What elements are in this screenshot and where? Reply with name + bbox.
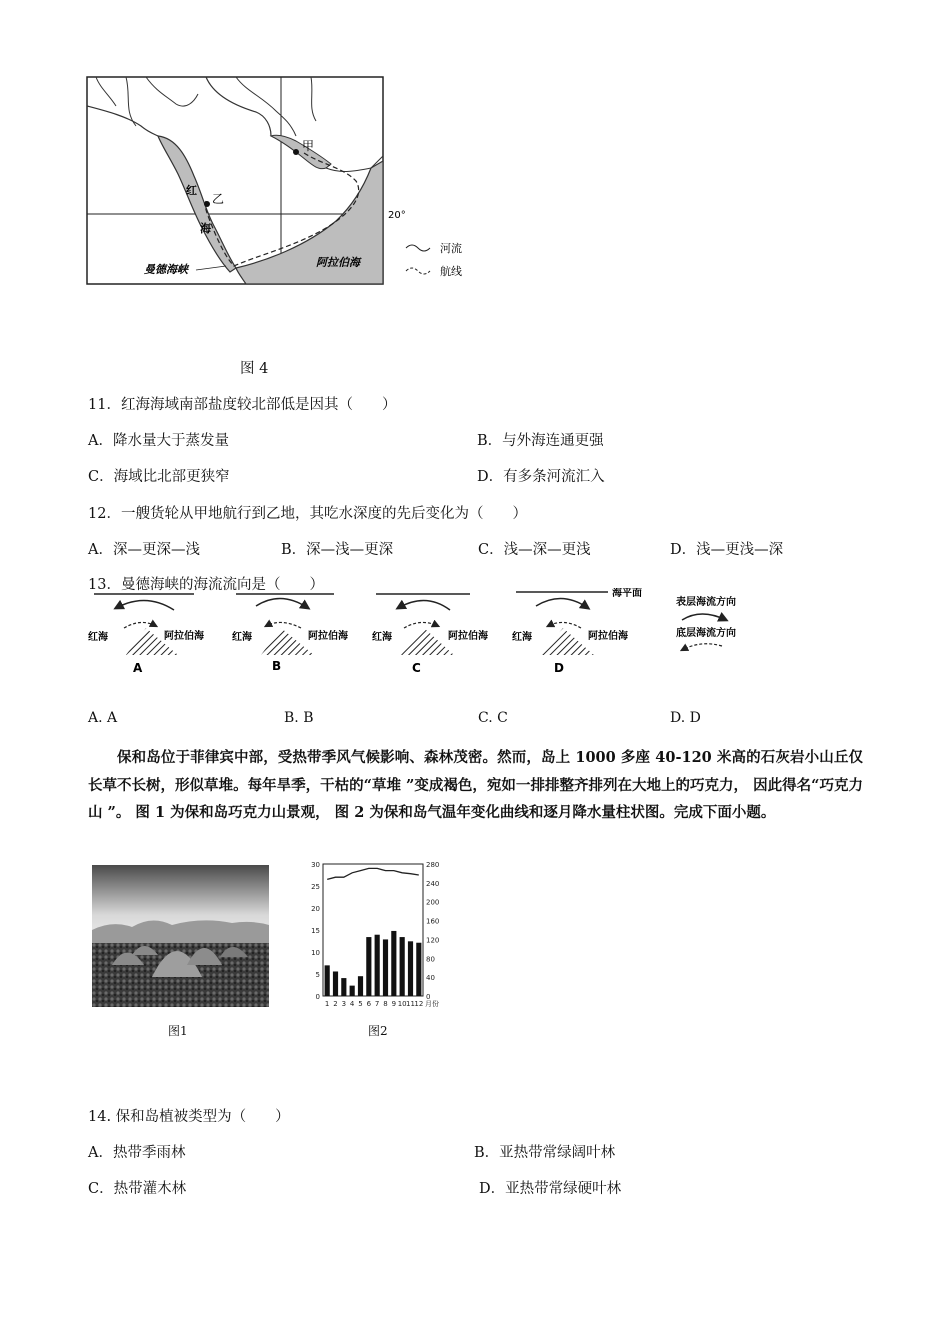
question-11-stem: 11．红海海域南部盐度较北部低是因其（ ）: [88, 397, 397, 413]
month-tick-label: 1: [324, 1000, 330, 1008]
q14-option-c[interactable]: C．热带灌木林: [88, 1181, 187, 1197]
diagram-c-left-label: 红海: [372, 632, 392, 643]
q11-option-a[interactable]: A．降水量大于蒸发量: [88, 433, 229, 449]
diagram-d-sea-level: 海平面: [612, 588, 642, 599]
question-14-stem: 14. 保和岛植被类型为（ ）: [88, 1109, 290, 1125]
diagram-a-left-label: 红海: [88, 632, 108, 643]
q13-option-c[interactable]: C. C: [478, 710, 508, 726]
diagram-d-letter: D: [554, 661, 564, 675]
right-tick-label: 280: [426, 861, 440, 869]
month-tick-label: 8: [383, 1000, 388, 1008]
month-tick-label: 12: [414, 1000, 424, 1008]
q13-option-b[interactable]: B. B: [284, 710, 314, 726]
q12-option-c[interactable]: C．浅—深—更浅: [478, 542, 591, 558]
diagram-b: [232, 594, 349, 673]
diagram-d-left-label: 红海: [512, 632, 532, 643]
label-red-sea-2: 海: [200, 222, 211, 235]
precip-bar: [400, 937, 405, 996]
month-tick-label: 9: [391, 1000, 397, 1008]
right-tick-label: 120: [426, 936, 440, 945]
q13-option-a[interactable]: A. A: [88, 710, 118, 726]
q12-option-b[interactable]: B．深—浅—更深: [281, 542, 394, 558]
month-tick-label: 5: [358, 1000, 363, 1008]
passage: [88, 744, 863, 827]
left-tick-label: 10: [311, 949, 320, 957]
precip-bar: [350, 986, 355, 996]
figure1-caption: 图1: [168, 1024, 188, 1038]
label-arabian-sea: 阿拉伯海: [316, 256, 360, 269]
right-tick-label: 80: [426, 955, 435, 964]
x-axis-label: 月份: [425, 1000, 439, 1008]
question-13-stem: 13．曼德海峡的海流流向是（ ）: [88, 577, 324, 593]
q14-option-d[interactable]: D．亚热带常绿硬叶林: [479, 1181, 622, 1197]
q12-option-d[interactable]: D．浅—更浅—深: [670, 542, 784, 558]
diagram-c-right-label: 阿拉伯海: [448, 631, 488, 642]
figure4-caption: 图 4: [240, 361, 269, 377]
label-yi: 乙: [212, 192, 225, 206]
left-tick-label: 30: [311, 861, 320, 869]
q14-option-a[interactable]: A．热带季雨林: [88, 1145, 186, 1161]
diagram-a-right-label: 阿拉伯海: [164, 631, 204, 642]
diagram-a-letter: A: [133, 661, 143, 675]
precip-bar: [416, 943, 421, 996]
red-sea-map: [86, 76, 476, 288]
month-tick-label: 10: [397, 1000, 407, 1008]
precip-bar: [375, 935, 380, 996]
q11-option-c[interactable]: C．海域比北部更狭窄: [88, 469, 230, 485]
climate-chart: [305, 858, 455, 1013]
diagram-d-right-label: 阿拉伯海: [588, 631, 628, 642]
precip-bar: [358, 976, 363, 996]
q11-option-b[interactable]: B．与外海连通更强: [477, 433, 604, 449]
chocolate-hills-photo: [92, 865, 269, 1007]
month-tick-label: 6: [366, 1000, 372, 1008]
q14-option-b[interactable]: B．亚热带常绿阔叶林: [474, 1145, 616, 1161]
current-diagrams: [86, 588, 786, 680]
diagram-c: [372, 594, 489, 675]
precip-bar: [366, 937, 371, 996]
label-latitude: 20°: [388, 210, 406, 221]
right-tick-label: 160: [426, 917, 440, 926]
figure2-caption: 图2: [368, 1024, 388, 1038]
month-tick-label: 4: [349, 1000, 355, 1008]
month-tick-label: 2: [333, 1000, 338, 1008]
left-tick-label: 15: [311, 927, 320, 935]
diagram-b-right-label: 阿拉伯海: [308, 631, 348, 642]
label-strait: 曼德海峡: [144, 263, 188, 276]
precip-bar: [383, 939, 388, 996]
legend-bottom-current: 底层海流方向: [676, 628, 736, 639]
precip-bar: [333, 971, 338, 996]
left-tick-label: 5: [315, 971, 320, 979]
legend-river: 河流: [440, 242, 462, 255]
precip-bar: [341, 978, 346, 996]
left-tick-label: 25: [311, 883, 320, 891]
current-legend: [676, 595, 736, 650]
precip-bar: [391, 931, 396, 996]
diagram-c-letter: C: [412, 661, 421, 675]
legend-route: 航线: [440, 265, 462, 278]
passage-text: 保和岛位于菲律宾中部，受热带季风气候影响、森林茂密。然而，岛上 1000 多座 40-120 米高的石灰岩小山丘仅长草不长树，形似草堆。每年旱季，干枯的“草堆 ”变成褐色，宛如一排排整齐排列在大地上的巧克力， 因此得名“巧克力山 ”。 图 1 为保和岛巧克力山景观， 图 2 为保和岛气温年变化曲线和逐月降水量柱状图。完成下面小题。: [88, 749, 863, 821]
month-tick-label: 7: [374, 1000, 380, 1008]
q12-option-a[interactable]: A．深—更深—浅: [88, 542, 200, 558]
right-tick-label: 200: [426, 898, 440, 907]
right-tick-label: 0: [426, 993, 431, 1001]
label-red-sea-1: 红: [186, 184, 197, 197]
left-tick-label: 0: [315, 993, 320, 1001]
left-tick-label: 20: [311, 905, 320, 913]
diagram-b-left-label: 红海: [232, 632, 252, 643]
q11-option-d[interactable]: D．有多条河流汇入: [477, 469, 605, 485]
precip-bar: [408, 941, 413, 996]
legend-surface-current: 表层海流方向: [676, 597, 736, 608]
diagram-a: [88, 594, 205, 675]
diagram-d: [512, 588, 642, 675]
right-tick-label: 240: [426, 879, 440, 888]
precip-bar: [325, 965, 330, 996]
right-tick-label: 40: [426, 974, 435, 983]
diagram-b-letter: B: [272, 659, 282, 673]
month-tick-label: 3: [341, 1000, 347, 1008]
question-12-stem: 12．一艘货轮从甲地航行到乙地，其吃水深度的先后变化为（ ）: [88, 506, 527, 522]
q13-option-d[interactable]: D. D: [670, 710, 701, 726]
month-tick-label: 11: [406, 1000, 415, 1008]
label-jia: 甲: [302, 139, 315, 153]
